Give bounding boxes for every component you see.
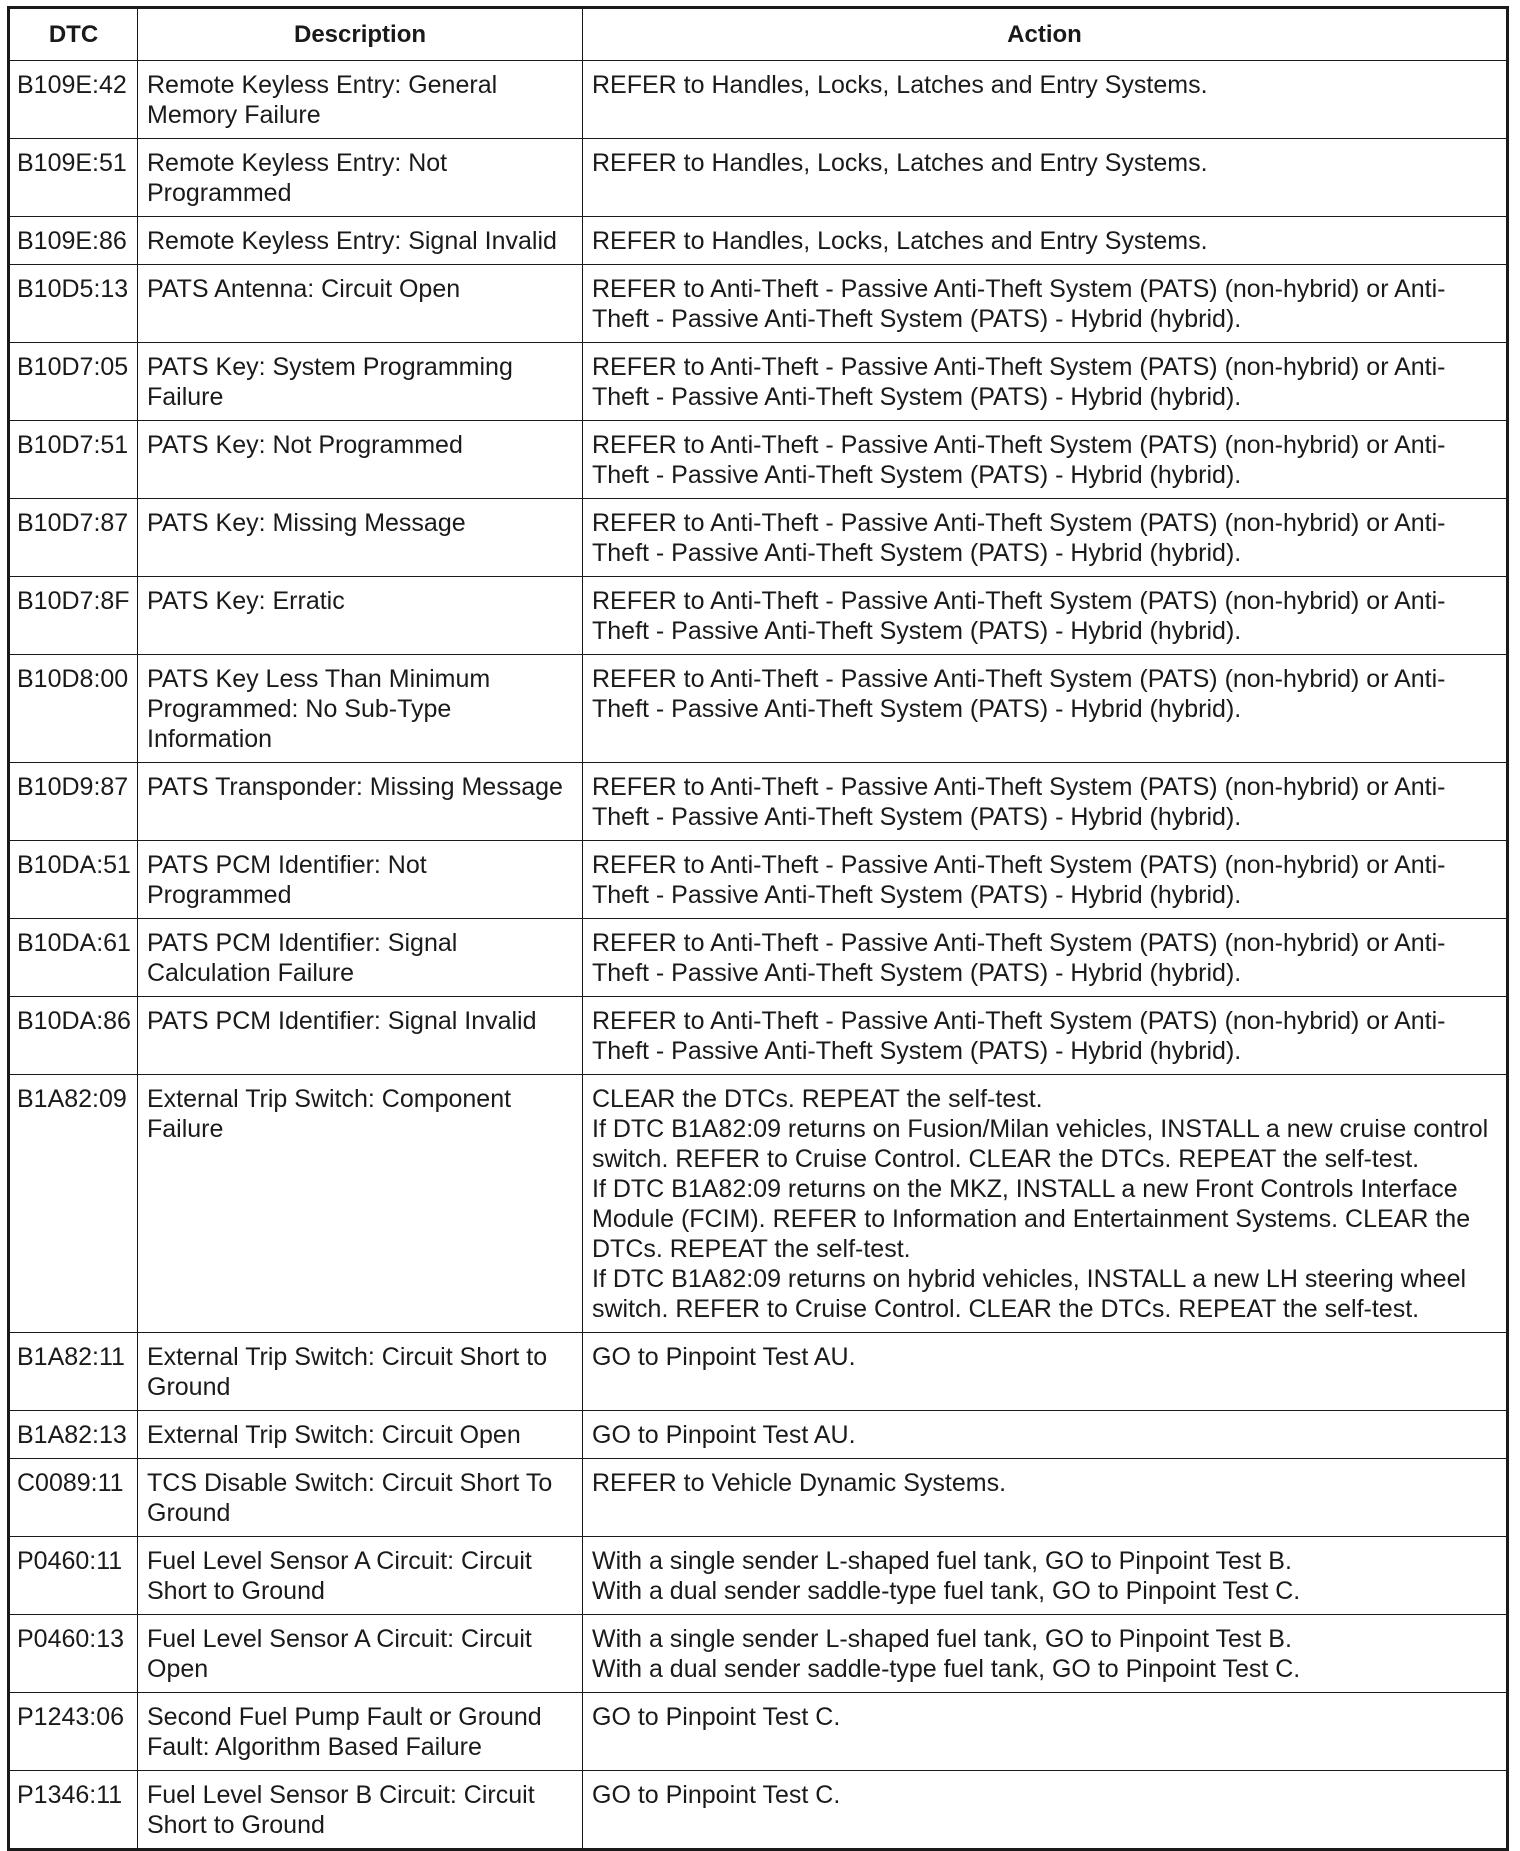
dtc-code-cell: B10DA:61	[9, 919, 138, 997]
table-row	[9, 1693, 1508, 1771]
table-row	[9, 499, 1508, 577]
action-cell	[583, 997, 1508, 1075]
dtc-code-cell: B1A82:09	[9, 1075, 138, 1333]
table-row	[9, 421, 1508, 499]
action-line: If DTC B1A82:09 returns on Fusion/Milan vehicles, INSTALL a new cruise control switch. REFER to Cruise Control. CLEAR the DTCs. REPEAT the self-test.	[592, 1115, 1489, 1173]
table-header	[9, 8, 1508, 61]
action-cell	[583, 421, 1508, 499]
action-cell	[583, 1615, 1508, 1693]
action-cell	[583, 655, 1508, 763]
action-line: REFER to Anti-Theft - Passive Anti-Theft System (PATS) (non-hybrid) or Anti-Theft - Passive Anti-Theft System (PATS) - Hybrid (hybrid).	[592, 275, 1446, 333]
description-cell: PATS Key: Erratic	[138, 577, 583, 655]
action-cell	[583, 1333, 1508, 1411]
dtc-code-cell: B10D7:87	[9, 499, 138, 577]
description-cell: PATS Key: System Programming Failure	[138, 343, 583, 421]
action-line: REFER to Handles, Locks, Latches and Entry Systems.	[592, 149, 1208, 177]
action-line: CLEAR the DTCs. REPEAT the self-test.	[592, 1085, 1043, 1113]
action-line: GO to Pinpoint Test AU.	[592, 1343, 856, 1371]
dtc-code-cell: B10D8:00	[9, 655, 138, 763]
action-line: If DTC B1A82:09 returns on hybrid vehicles, INSTALL a new LH steering wheel switch. REFER to Cruise Control. CLEAR the DTCs. REPEAT the self-test.	[592, 1265, 1467, 1323]
action-cell	[583, 841, 1508, 919]
action-line: With a dual sender saddle-type fuel tank, GO to Pinpoint Test C.	[592, 1577, 1301, 1605]
action-line: REFER to Anti-Theft - Passive Anti-Theft System (PATS) (non-hybrid) or Anti-Theft - Passive Anti-Theft System (PATS) - Hybrid (hybrid).	[592, 929, 1446, 987]
header-row	[9, 8, 1508, 61]
action-line: REFER to Anti-Theft - Passive Anti-Theft System (PATS) (non-hybrid) or Anti-Theft - Passive Anti-Theft System (PATS) - Hybrid (hybrid).	[592, 509, 1446, 567]
table-row	[9, 919, 1508, 997]
description-cell: Fuel Level Sensor A Circuit: Circuit Short to Ground	[138, 1537, 583, 1615]
description-cell: External Trip Switch: Component Failure	[138, 1075, 583, 1333]
table-row	[9, 841, 1508, 919]
table-row	[9, 1333, 1508, 1411]
description-cell: Remote Keyless Entry: General Memory Failure	[138, 61, 583, 139]
dtc-code-cell: C0089:11	[9, 1459, 138, 1537]
dtc-code-cell: P1243:06	[9, 1693, 138, 1771]
action-line: REFER to Vehicle Dynamic Systems.	[592, 1469, 1007, 1497]
action-line: REFER to Handles, Locks, Latches and Entry Systems.	[592, 227, 1208, 255]
action-line: REFER to Anti-Theft - Passive Anti-Theft System (PATS) (non-hybrid) or Anti-Theft - Passive Anti-Theft System (PATS) - Hybrid (hybrid).	[592, 773, 1446, 831]
dtc-code-cell: B109E:86	[9, 217, 138, 265]
description-cell: PATS PCM Identifier: Signal Calculation Failure	[138, 919, 583, 997]
dtc-code-cell: B109E:42	[9, 61, 138, 139]
action-line: REFER to Anti-Theft - Passive Anti-Theft System (PATS) (non-hybrid) or Anti-Theft - Passive Anti-Theft System (PATS) - Hybrid (hybrid).	[592, 665, 1446, 723]
table-row	[9, 997, 1508, 1075]
action-cell	[583, 265, 1508, 343]
table-row	[9, 655, 1508, 763]
action-line: GO to Pinpoint Test AU.	[592, 1421, 856, 1449]
table-row	[9, 265, 1508, 343]
dtc-code-cell: P0460:11	[9, 1537, 138, 1615]
dtc-code-cell: B10D7:8F	[9, 577, 138, 655]
action-cell	[583, 139, 1508, 217]
table-row	[9, 217, 1508, 265]
action-line: GO to Pinpoint Test C.	[592, 1781, 841, 1809]
description-cell: PATS PCM Identifier: Signal Invalid	[138, 997, 583, 1075]
description-cell: PATS Key Less Than Minimum Programmed: No Sub-Type Information	[138, 655, 583, 763]
description-cell: PATS Key: Missing Message	[138, 499, 583, 577]
action-line: With a single sender L-shaped fuel tank, GO to Pinpoint Test B.	[592, 1625, 1292, 1653]
action-cell	[583, 1693, 1508, 1771]
description-cell: Second Fuel Pump Fault or Ground Fault: Algorithm Based Failure	[138, 1693, 583, 1771]
description-cell: PATS Transponder: Missing Message	[138, 763, 583, 841]
table-row	[9, 763, 1508, 841]
table-row	[9, 1459, 1508, 1537]
dtc-code-cell: B10DA:86	[9, 997, 138, 1075]
description-cell: PATS Key: Not Programmed	[138, 421, 583, 499]
action-cell	[583, 919, 1508, 997]
description-cell: Remote Keyless Entry: Signal Invalid	[138, 217, 583, 265]
table-row	[9, 1411, 1508, 1459]
description-cell: Fuel Level Sensor B Circuit: Circuit Short to Ground	[138, 1771, 583, 1850]
action-cell	[583, 1411, 1508, 1459]
action-cell	[583, 763, 1508, 841]
action-line: If DTC B1A82:09 returns on the MKZ, INSTALL a new Front Controls Interface Module (FCIM). REFER to Information and Entertainment Systems. CLEAR the DTCs. REPEAT the self-test.	[592, 1175, 1471, 1263]
action-line: REFER to Anti-Theft - Passive Anti-Theft System (PATS) (non-hybrid) or Anti-Theft - Passive Anti-Theft System (PATS) - Hybrid (hybrid).	[592, 353, 1446, 411]
description-cell: External Trip Switch: Circuit Short to Ground	[138, 1333, 583, 1411]
action-line: REFER to Anti-Theft - Passive Anti-Theft System (PATS) (non-hybrid) or Anti-Theft - Passive Anti-Theft System (PATS) - Hybrid (hybrid).	[592, 431, 1446, 489]
dtc-code-cell: B10D5:13	[9, 265, 138, 343]
action-cell	[583, 1537, 1508, 1615]
action-line: REFER to Handles, Locks, Latches and Entry Systems.	[592, 71, 1208, 99]
table-body	[9, 61, 1508, 1850]
table-row	[9, 1537, 1508, 1615]
dtc-code-cell: B10D7:05	[9, 343, 138, 421]
description-cell: Remote Keyless Entry: Not Programmed	[138, 139, 583, 217]
action-cell	[583, 1459, 1508, 1537]
dtc-code-cell: B1A82:13	[9, 1411, 138, 1459]
table-row	[9, 343, 1508, 421]
table-row	[9, 1615, 1508, 1693]
action-cell	[583, 499, 1508, 577]
table-row	[9, 61, 1508, 139]
table-row	[9, 1771, 1508, 1850]
table-row	[9, 577, 1508, 655]
action-cell	[583, 1075, 1508, 1333]
action-cell	[583, 577, 1508, 655]
table-row	[9, 1075, 1508, 1333]
header-dtc: DTC	[9, 8, 138, 61]
description-cell: External Trip Switch: Circuit Open	[138, 1411, 583, 1459]
header-description: Description	[138, 8, 583, 61]
action-line: REFER to Anti-Theft - Passive Anti-Theft System (PATS) (non-hybrid) or Anti-Theft - Passive Anti-Theft System (PATS) - Hybrid (hybrid).	[592, 587, 1446, 645]
dtc-code-cell: B109E:51	[9, 139, 138, 217]
action-cell	[583, 1771, 1508, 1850]
table-row	[9, 139, 1508, 217]
dtc-code-cell: B10D7:51	[9, 421, 138, 499]
dtc-code-cell: B10DA:51	[9, 841, 138, 919]
header-action: Action	[583, 8, 1508, 61]
description-cell: TCS Disable Switch: Circuit Short To Ground	[138, 1459, 583, 1537]
action-cell	[583, 61, 1508, 139]
dtc-code-cell: B1A82:11	[9, 1333, 138, 1411]
action-line: REFER to Anti-Theft - Passive Anti-Theft System (PATS) (non-hybrid) or Anti-Theft - Passive Anti-Theft System (PATS) - Hybrid (hybrid).	[592, 1007, 1446, 1065]
action-cell	[583, 217, 1508, 265]
dtc-code-cell: P0460:13	[9, 1615, 138, 1693]
action-cell	[583, 343, 1508, 421]
action-line: With a single sender L-shaped fuel tank, GO to Pinpoint Test B.	[592, 1547, 1292, 1575]
description-cell: Fuel Level Sensor A Circuit: Circuit Open	[138, 1615, 583, 1693]
dtc-code-cell: B10D9:87	[9, 763, 138, 841]
action-line: REFER to Anti-Theft - Passive Anti-Theft System (PATS) (non-hybrid) or Anti-Theft - Passive Anti-Theft System (PATS) - Hybrid (hybrid).	[592, 851, 1446, 909]
action-line: GO to Pinpoint Test C.	[592, 1703, 841, 1731]
dtc-table	[7, 6, 1509, 1851]
action-line: With a dual sender saddle-type fuel tank, GO to Pinpoint Test C.	[592, 1655, 1301, 1683]
description-cell: PATS Antenna: Circuit Open	[138, 265, 583, 343]
dtc-code-cell: P1346:11	[9, 1771, 138, 1850]
description-cell: PATS PCM Identifier: Not Programmed	[138, 841, 583, 919]
